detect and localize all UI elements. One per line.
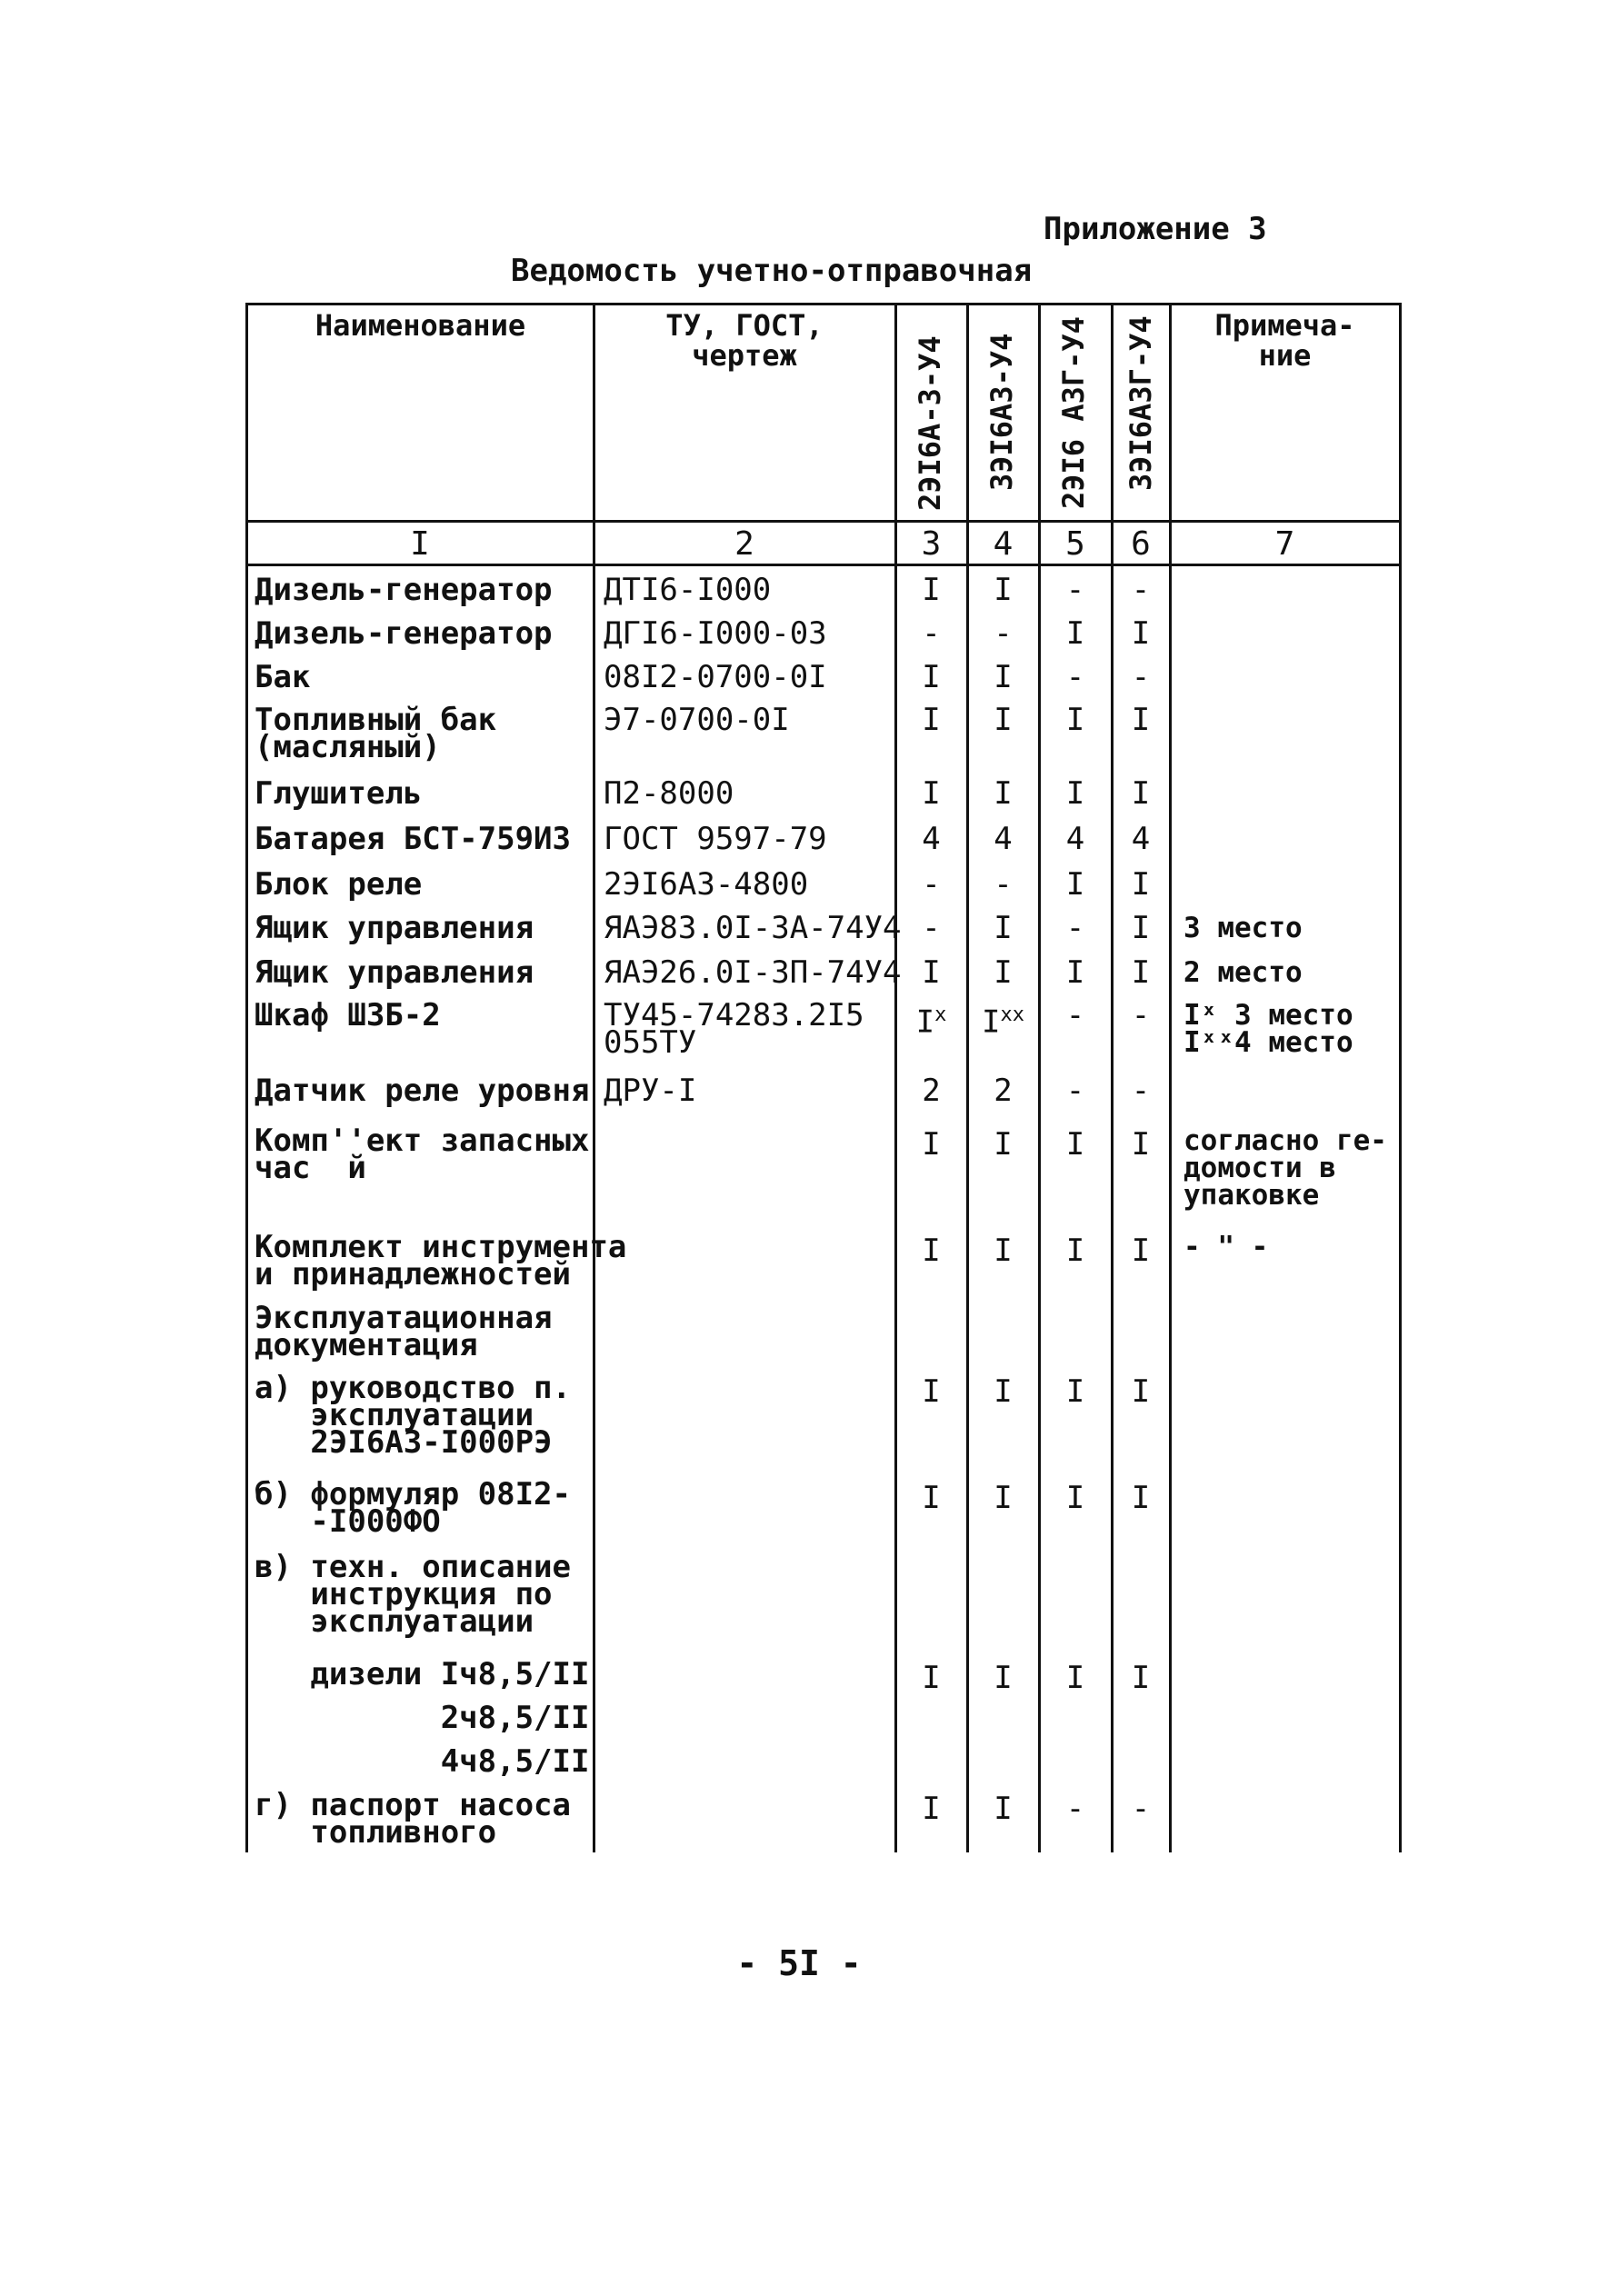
- qty-m2: [968, 1480, 1038, 1516]
- qty-m2: [968, 1126, 1038, 1163]
- qty-m2: [968, 910, 1038, 946]
- qty-m2: [968, 1660, 1038, 1696]
- qty-m4: [1113, 1791, 1169, 1827]
- qty-m4: [1113, 954, 1169, 991]
- item-name: эксплуатации: [255, 1397, 534, 1433]
- qty-m4: [1113, 866, 1169, 903]
- qty-value: I: [994, 1660, 1013, 1696]
- qty-value: 2: [922, 1073, 941, 1109]
- item-name: г) паспорт насоса: [255, 1787, 571, 1823]
- item-name: Блок реле: [255, 866, 423, 903]
- item-name: -I000ФО: [255, 1503, 441, 1540]
- qty-value: -: [922, 866, 941, 903]
- qty-value: I: [1131, 1373, 1151, 1410]
- qty-value: 4: [1065, 821, 1085, 857]
- qty-value: I: [1131, 1660, 1151, 1696]
- item-spec: ЯАЭ83.0I-3А-74У4: [604, 910, 902, 946]
- qty-m2: [968, 572, 1038, 608]
- qty-value: I: [994, 1373, 1013, 1410]
- qty-m1: [896, 1660, 966, 1696]
- qty-m3: [1040, 997, 1111, 1033]
- item-name: Дизель-генератор: [255, 572, 553, 608]
- item-name: Эксплуатационная: [255, 1300, 553, 1336]
- qty-m3: [1040, 866, 1111, 903]
- header-note: [1173, 308, 1397, 373]
- qty-value: I: [922, 702, 941, 738]
- col-number-4: 4: [993, 525, 1014, 563]
- qty-m3: [1040, 1233, 1111, 1269]
- header-model-2: 3ЭI6А3-У4: [984, 333, 1019, 491]
- qty-value: I: [994, 659, 1013, 695]
- item-spec: 055ТУ: [604, 1024, 697, 1061]
- qty-value: -: [1131, 572, 1151, 608]
- item-note: 2 место: [1184, 956, 1303, 989]
- qty-m1: [896, 775, 966, 812]
- item-spec: ДТI6-I000: [604, 572, 772, 608]
- item-name: и принадлежностей: [255, 1256, 571, 1293]
- item-note: - " -: [1184, 1231, 1269, 1263]
- item-spec: П2-8000: [604, 775, 734, 812]
- qty-value: I: [922, 659, 941, 695]
- qty-m2: [968, 1373, 1038, 1410]
- qty-value: I: [1131, 954, 1151, 991]
- qty-footnote-mark: x: [934, 1003, 947, 1026]
- header-spec-line1: ТУ, ГОСТ,: [665, 308, 824, 343]
- item-name: инструкция по: [255, 1576, 553, 1612]
- col-number-3: 3: [921, 525, 942, 563]
- qty-m3: [1040, 1073, 1111, 1109]
- qty-value: -: [1065, 1073, 1085, 1109]
- qty-m1: [896, 1791, 966, 1827]
- qty-m2: [968, 954, 1038, 991]
- qty-m1: [896, 1233, 966, 1269]
- item-name: Батарея БСТ-759ИЗ: [255, 821, 571, 857]
- qty-value: -: [1065, 997, 1085, 1033]
- item-name: документация: [255, 1327, 478, 1363]
- item-name: 2ЭI6А3-I000РЭ: [255, 1424, 553, 1461]
- item-name: в) техн. описание: [255, 1549, 571, 1585]
- qty-value: -: [1131, 997, 1151, 1033]
- item-note: Iˣˣ4 место: [1184, 1026, 1353, 1059]
- item-name: а) руководство п.: [255, 1370, 571, 1406]
- qty-value: 4: [1131, 821, 1151, 857]
- qty-value: I: [994, 775, 1013, 812]
- qty-value: I: [922, 1480, 941, 1516]
- qty-value: -: [994, 615, 1013, 652]
- qty-value: -: [1131, 1073, 1151, 1109]
- qty-m1: [896, 1373, 966, 1410]
- qty-value: 4: [922, 821, 941, 857]
- item-name: Дизель-генератор: [255, 615, 553, 652]
- item-spec: ДГI6-I000-03: [604, 615, 827, 652]
- qty-m3: [1040, 1126, 1111, 1163]
- qty-m1: [896, 954, 966, 991]
- qty-value: I: [1065, 1660, 1085, 1696]
- header-spec: [596, 308, 893, 373]
- colnum-bottom-border: [245, 564, 1402, 566]
- qty-m3: [1040, 775, 1111, 812]
- qty-m3: [1040, 954, 1111, 991]
- item-name: Топливный бак: [255, 702, 497, 738]
- item-spec: ГОСТ 9597-79: [604, 821, 827, 857]
- item-spec: 08I2-0700-0I: [604, 659, 827, 695]
- qty-m2: [968, 659, 1038, 695]
- item-name: Комплект инструмента: [255, 1229, 627, 1265]
- item-name: Шкаф ШЗБ-2: [255, 997, 441, 1033]
- qty-value: -: [922, 615, 941, 652]
- item-name: Ящик управления: [255, 954, 534, 991]
- qty-value: I: [994, 702, 1013, 738]
- table-right-border: [1399, 303, 1402, 1852]
- item-spec: Э7-0700-0I: [604, 702, 790, 738]
- qty-footnote-mark: xx: [1000, 1003, 1024, 1026]
- qty-m1: [896, 821, 966, 857]
- qty-m4: [1113, 1660, 1169, 1696]
- qty-m1: [896, 1000, 966, 1041]
- item-note: 3 место: [1184, 912, 1303, 944]
- qty-m3: [1040, 702, 1111, 738]
- qty-m2: [968, 1073, 1038, 1109]
- qty-m2: [968, 1791, 1038, 1827]
- col-number-7: 7: [1274, 525, 1295, 563]
- qty-m1: [896, 866, 966, 903]
- qty-m4: [1113, 659, 1169, 695]
- qty-m4: [1113, 1480, 1169, 1516]
- qty-value: I: [922, 1373, 941, 1410]
- item-name: час й: [255, 1150, 366, 1186]
- qty-value: I: [1131, 910, 1151, 946]
- item-name: Датчик реле уровня: [255, 1073, 590, 1109]
- qty-value: I: [1065, 1233, 1085, 1269]
- item-name: Глушитель: [255, 775, 423, 812]
- qty-m3: [1040, 615, 1111, 652]
- qty-m1: [896, 1126, 966, 1163]
- qty-m4: [1113, 910, 1169, 946]
- header-note-line1: Примеча-: [1214, 308, 1355, 343]
- item-note: домости в: [1184, 1152, 1336, 1184]
- item-spec: 2ЭI6А3-4800: [604, 866, 809, 903]
- qty-m3: [1040, 1480, 1111, 1516]
- qty-m4: [1113, 615, 1169, 652]
- qty-value: I: [1065, 954, 1085, 991]
- col-number-5: 5: [1065, 525, 1085, 563]
- page-number: - 5I -: [736, 1943, 862, 1983]
- qty-value: -: [1065, 572, 1085, 608]
- item-name: (масляный): [255, 729, 441, 765]
- qty-m4: [1113, 1073, 1169, 1109]
- col-number-6: 6: [1131, 525, 1151, 563]
- qty-value: I: [922, 1660, 941, 1696]
- document-title: Ведомость учетно-отправочная: [511, 253, 1033, 289]
- qty-m2: [968, 1000, 1038, 1041]
- item-name: 2ч8,5/II: [255, 1700, 590, 1736]
- qty-m3: [1040, 1660, 1111, 1696]
- qty-value: I: [994, 1233, 1013, 1269]
- item-name: Бак: [255, 659, 311, 695]
- qty-value: I: [994, 1791, 1013, 1827]
- qty-m2: [968, 615, 1038, 652]
- qty-value: I: [922, 1126, 941, 1163]
- qty-value: I: [922, 954, 941, 991]
- qty-m2: [968, 821, 1038, 857]
- qty-m3: [1040, 910, 1111, 946]
- qty-m1: [896, 1480, 966, 1516]
- qty-value: I: [1065, 1480, 1085, 1516]
- qty-value: -: [1131, 1791, 1151, 1827]
- qty-m4: [1113, 702, 1169, 738]
- col-number-1: I: [410, 525, 430, 563]
- qty-m1: [896, 615, 966, 652]
- qty-value: I: [1131, 615, 1151, 652]
- qty-value: I: [1131, 702, 1151, 738]
- qty-m4: [1113, 997, 1169, 1033]
- qty-m2: [968, 702, 1038, 738]
- qty-m2: [968, 775, 1038, 812]
- qty-value: I: [915, 1003, 935, 1041]
- qty-value: I: [1131, 866, 1151, 903]
- qty-value: I: [922, 572, 941, 608]
- qty-value: I: [1065, 1126, 1085, 1163]
- qty-value: -: [994, 866, 1013, 903]
- qty-m4: [1113, 1233, 1169, 1269]
- qty-value: I: [922, 1233, 941, 1269]
- header-model-4: 3ЭI6А3Г-У4: [1124, 315, 1158, 491]
- qty-value: I: [982, 1003, 1001, 1041]
- qty-m1: [896, 910, 966, 946]
- item-name: 4ч8,5/II: [255, 1743, 590, 1780]
- qty-value: I: [1131, 1126, 1151, 1163]
- qty-m3: [1040, 572, 1111, 608]
- qty-value: -: [1065, 659, 1085, 695]
- qty-m1: [896, 659, 966, 695]
- qty-m3: [1040, 1791, 1111, 1827]
- qty-value: I: [1131, 775, 1151, 812]
- qty-value: I: [1131, 1233, 1151, 1269]
- qty-value: I: [994, 1480, 1013, 1516]
- qty-m2: [968, 866, 1038, 903]
- qty-value: -: [1065, 910, 1085, 946]
- qty-m1: [896, 572, 966, 608]
- qty-value: -: [1131, 659, 1151, 695]
- qty-m1: [896, 702, 966, 738]
- qty-m2: [968, 1233, 1038, 1269]
- qty-value: I: [922, 1791, 941, 1827]
- qty-value: -: [922, 910, 941, 946]
- table-top-border: [245, 303, 1402, 305]
- qty-value: I: [1065, 1373, 1085, 1410]
- item-name: эксплуатации: [255, 1603, 534, 1640]
- item-name: б) формуляр 08I2-: [255, 1476, 571, 1512]
- header-note-line2: ние: [1258, 338, 1312, 373]
- header-model-1: 2ЭI6А-3-У4: [913, 335, 947, 511]
- item-name: Комп''ект запасных: [255, 1123, 590, 1159]
- qty-m3: [1040, 659, 1111, 695]
- qty-value: I: [994, 572, 1013, 608]
- qty-m3: [1040, 1373, 1111, 1410]
- qty-m4: [1113, 1373, 1169, 1410]
- qty-value: -: [1065, 1791, 1085, 1827]
- qty-value: I: [994, 1126, 1013, 1163]
- qty-value: 2: [994, 1073, 1013, 1109]
- qty-value: I: [1065, 866, 1085, 903]
- header-bottom-border: [245, 520, 1402, 523]
- qty-m1: [896, 1073, 966, 1109]
- item-name: дизели Iч8,5/II: [255, 1656, 590, 1692]
- qty-m3: [1040, 821, 1111, 857]
- header-model-3: 2ЭI6 А3Г-У4: [1056, 316, 1091, 509]
- qty-value: I: [1065, 775, 1085, 812]
- qty-m4: [1113, 1126, 1169, 1163]
- item-name: Ящик управления: [255, 910, 534, 946]
- item-note: согласно ге-: [1184, 1124, 1387, 1157]
- item-spec: ДРУ-I: [604, 1073, 697, 1109]
- header-spec-line2: чертеж: [692, 338, 797, 373]
- qty-value: I: [1065, 702, 1085, 738]
- qty-m4: [1113, 821, 1169, 857]
- qty-value: I: [994, 954, 1013, 991]
- qty-value: I: [1131, 1480, 1151, 1516]
- header-name: Наименование: [315, 308, 526, 343]
- qty-value: 4: [994, 821, 1013, 857]
- qty-value: I: [1065, 615, 1085, 652]
- qty-m4: [1113, 775, 1169, 812]
- item-spec: ТУ45-74283.2I5: [604, 997, 864, 1033]
- item-note: Iˣ 3 место: [1184, 999, 1353, 1032]
- col-number-2: 2: [734, 525, 754, 563]
- qty-value: I: [922, 775, 941, 812]
- appendix-label: Приложение 3: [1044, 211, 1267, 247]
- item-spec: ЯАЭ26.0I-3П-74У4: [604, 954, 902, 991]
- qty-m4: [1113, 572, 1169, 608]
- qty-value: I: [994, 910, 1013, 946]
- item-note: упаковке: [1184, 1179, 1320, 1212]
- item-name: топливного: [255, 1814, 497, 1851]
